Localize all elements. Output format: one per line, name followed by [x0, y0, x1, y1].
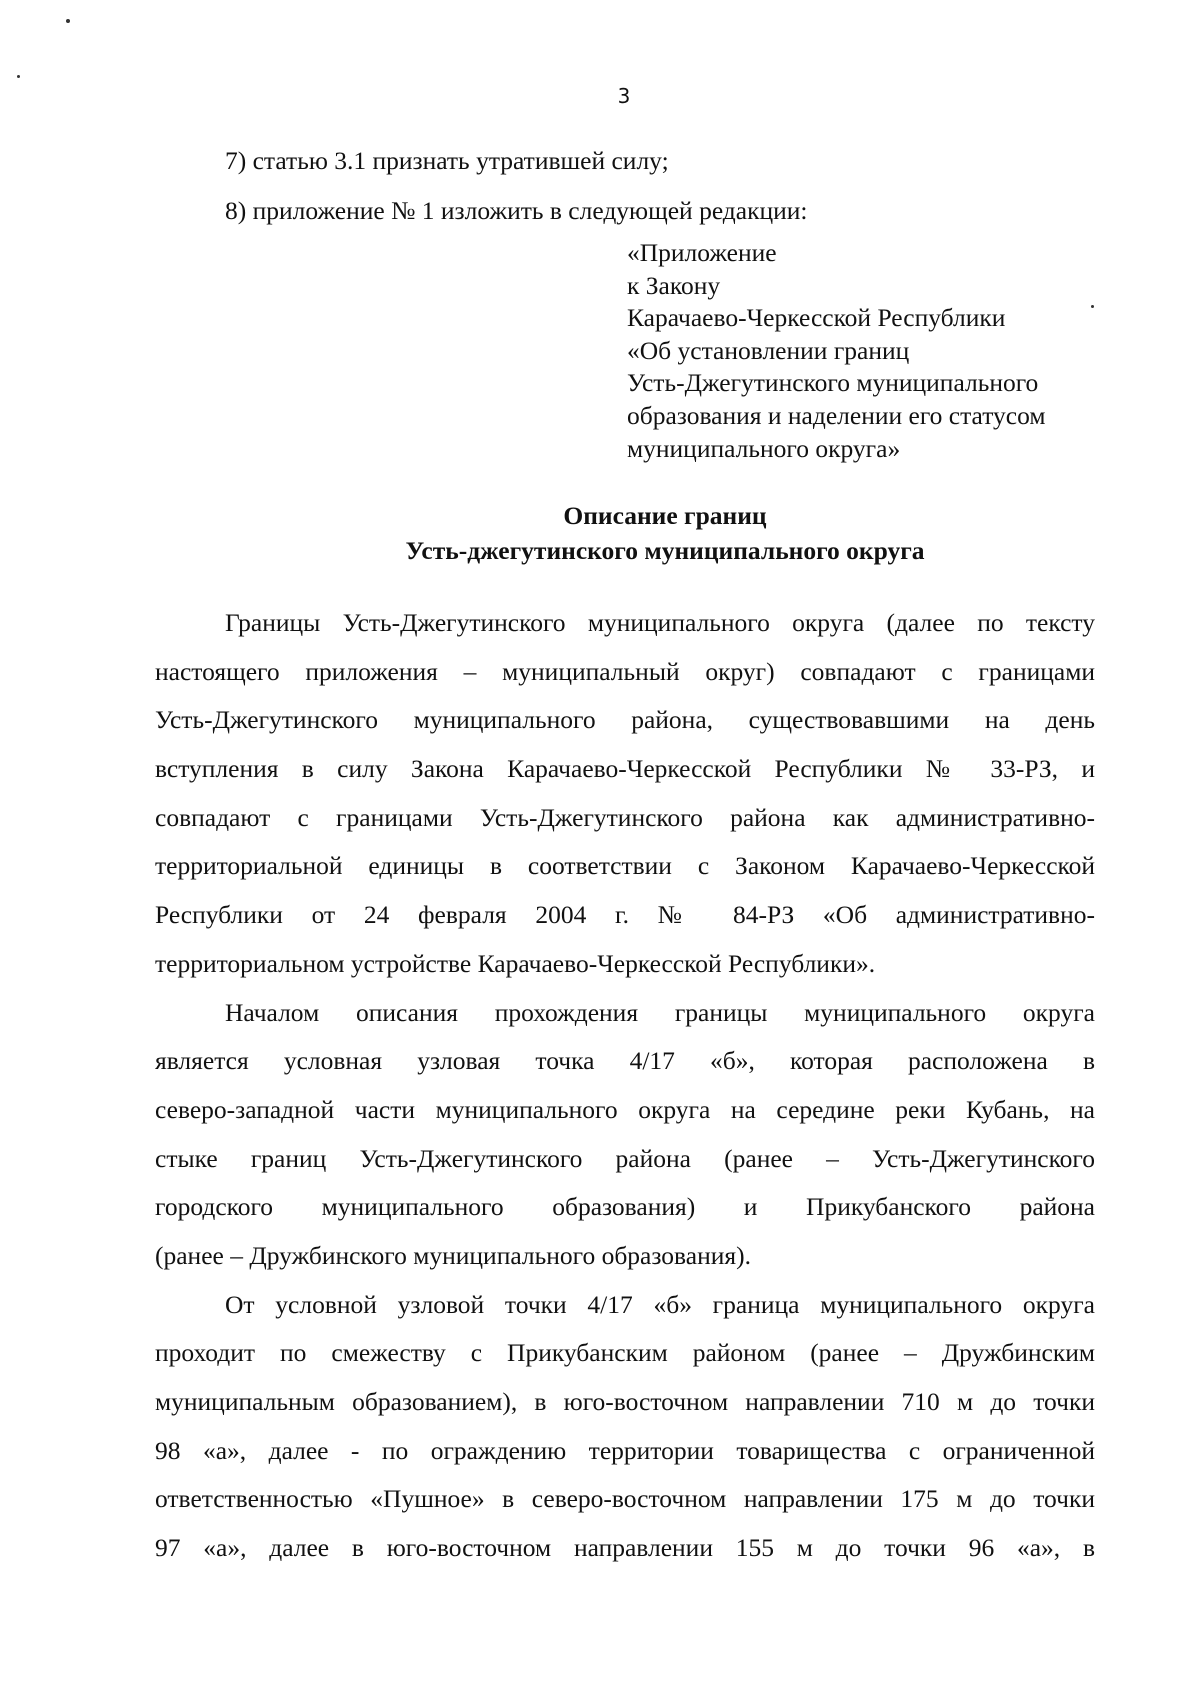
- text-line: является условная узловая точка 4/17 «б», которая расположена в: [155, 1046, 1095, 1076]
- page-number: 3: [617, 84, 631, 108]
- appendix-header-line: Карачаево-Черкесской Республики: [627, 303, 1006, 333]
- text-line: 97 «а», далее в юго-восточном направлении 155 м до точки 96 «а», в: [155, 1533, 1095, 1563]
- text-line: Началом описания прохождения границы муниципального округа: [225, 997, 1095, 1027]
- scan-speck: [1091, 305, 1094, 308]
- text-line: городского муниципального образования) и Прикубанского района: [155, 1192, 1095, 1222]
- scan-speck: [66, 19, 70, 23]
- text-line: Усть-Джегутинского муниципального района, существовавшими на день: [155, 705, 1095, 735]
- appendix-header-line: «Об установлении границ: [627, 335, 910, 365]
- appendix-header-line: Усть-Джегутинского муниципального: [627, 368, 1039, 398]
- text-line: 98 «а», далее - по ограждению территории товарищества с ограниченной: [155, 1435, 1095, 1465]
- appendix-header-line: образования и наделении его статусом: [627, 400, 1046, 430]
- text-line: Границы Усть-Джегутинского муниципального округа (далее по тексту: [225, 608, 1095, 637]
- text-line: (ранее – Дружбинского муниципального образования).: [155, 1240, 751, 1270]
- text-line: настоящего приложения – муниципальный округ) совпадают с границами: [155, 656, 1095, 686]
- appendix-header: [627, 237, 1046, 465]
- text-line: Республики от 24 февраля 2004 г. № 84-РЗ «Об административно-: [155, 900, 1095, 930]
- appendix-header-line: муниципального округа»: [627, 433, 901, 463]
- text-line: территориальной единицы в соответствии с Законом Карачаево-Черкесской: [155, 851, 1095, 881]
- paragraph-3: [155, 1281, 1095, 1573]
- section-heading: [0, 498, 1200, 568]
- text-line: северо-западной части муниципального округа на середине реки Кубань, на: [155, 1094, 1095, 1124]
- text-line: ответственностью «Пушное» в северо-восточном направлении 175 м до точки: [155, 1484, 1095, 1514]
- scan-speck: [17, 75, 20, 78]
- text-line: стыке границ Усть-Джегутинского района (ранее – Усть-Джегутинского: [155, 1143, 1095, 1173]
- text-line: муниципальным образованием), в юго-восточном направлении 710 м до точки: [155, 1387, 1095, 1416]
- text-line: От условной узловой точки 4/17 «б» граница муниципального округа: [225, 1289, 1095, 1319]
- amendment-items: [225, 136, 808, 236]
- amendment-item-8: 8) приложение № 1 изложить в следующей редакции:: [225, 196, 808, 225]
- text-line: территориальном устройстве Карачаево-Черкесской Республики».: [155, 948, 876, 978]
- text-line: совпадают с границами Усть-Джегутинского района как административно-: [155, 802, 1095, 832]
- text-line: проходит по смежеству с Прикубанским районом (ранее – Дружбинским: [155, 1338, 1095, 1368]
- paragraph-2: [155, 989, 1095, 1281]
- paragraph-1: [155, 599, 1095, 989]
- appendix-header-line: к Закону: [627, 270, 721, 300]
- text-line: вступления в силу Закона Карачаево-Черкесской Республики № 33-РЗ, и: [155, 754, 1095, 784]
- appendix-header-line: «Приложение: [627, 238, 777, 267]
- heading-line: Усть-джегутинского муниципального округа: [405, 536, 925, 565]
- body-text: [155, 599, 1095, 1573]
- heading-line: Описание границ: [563, 501, 767, 530]
- amendment-item-7: 7) статью 3.1 признать утратившей силу;: [225, 146, 669, 175]
